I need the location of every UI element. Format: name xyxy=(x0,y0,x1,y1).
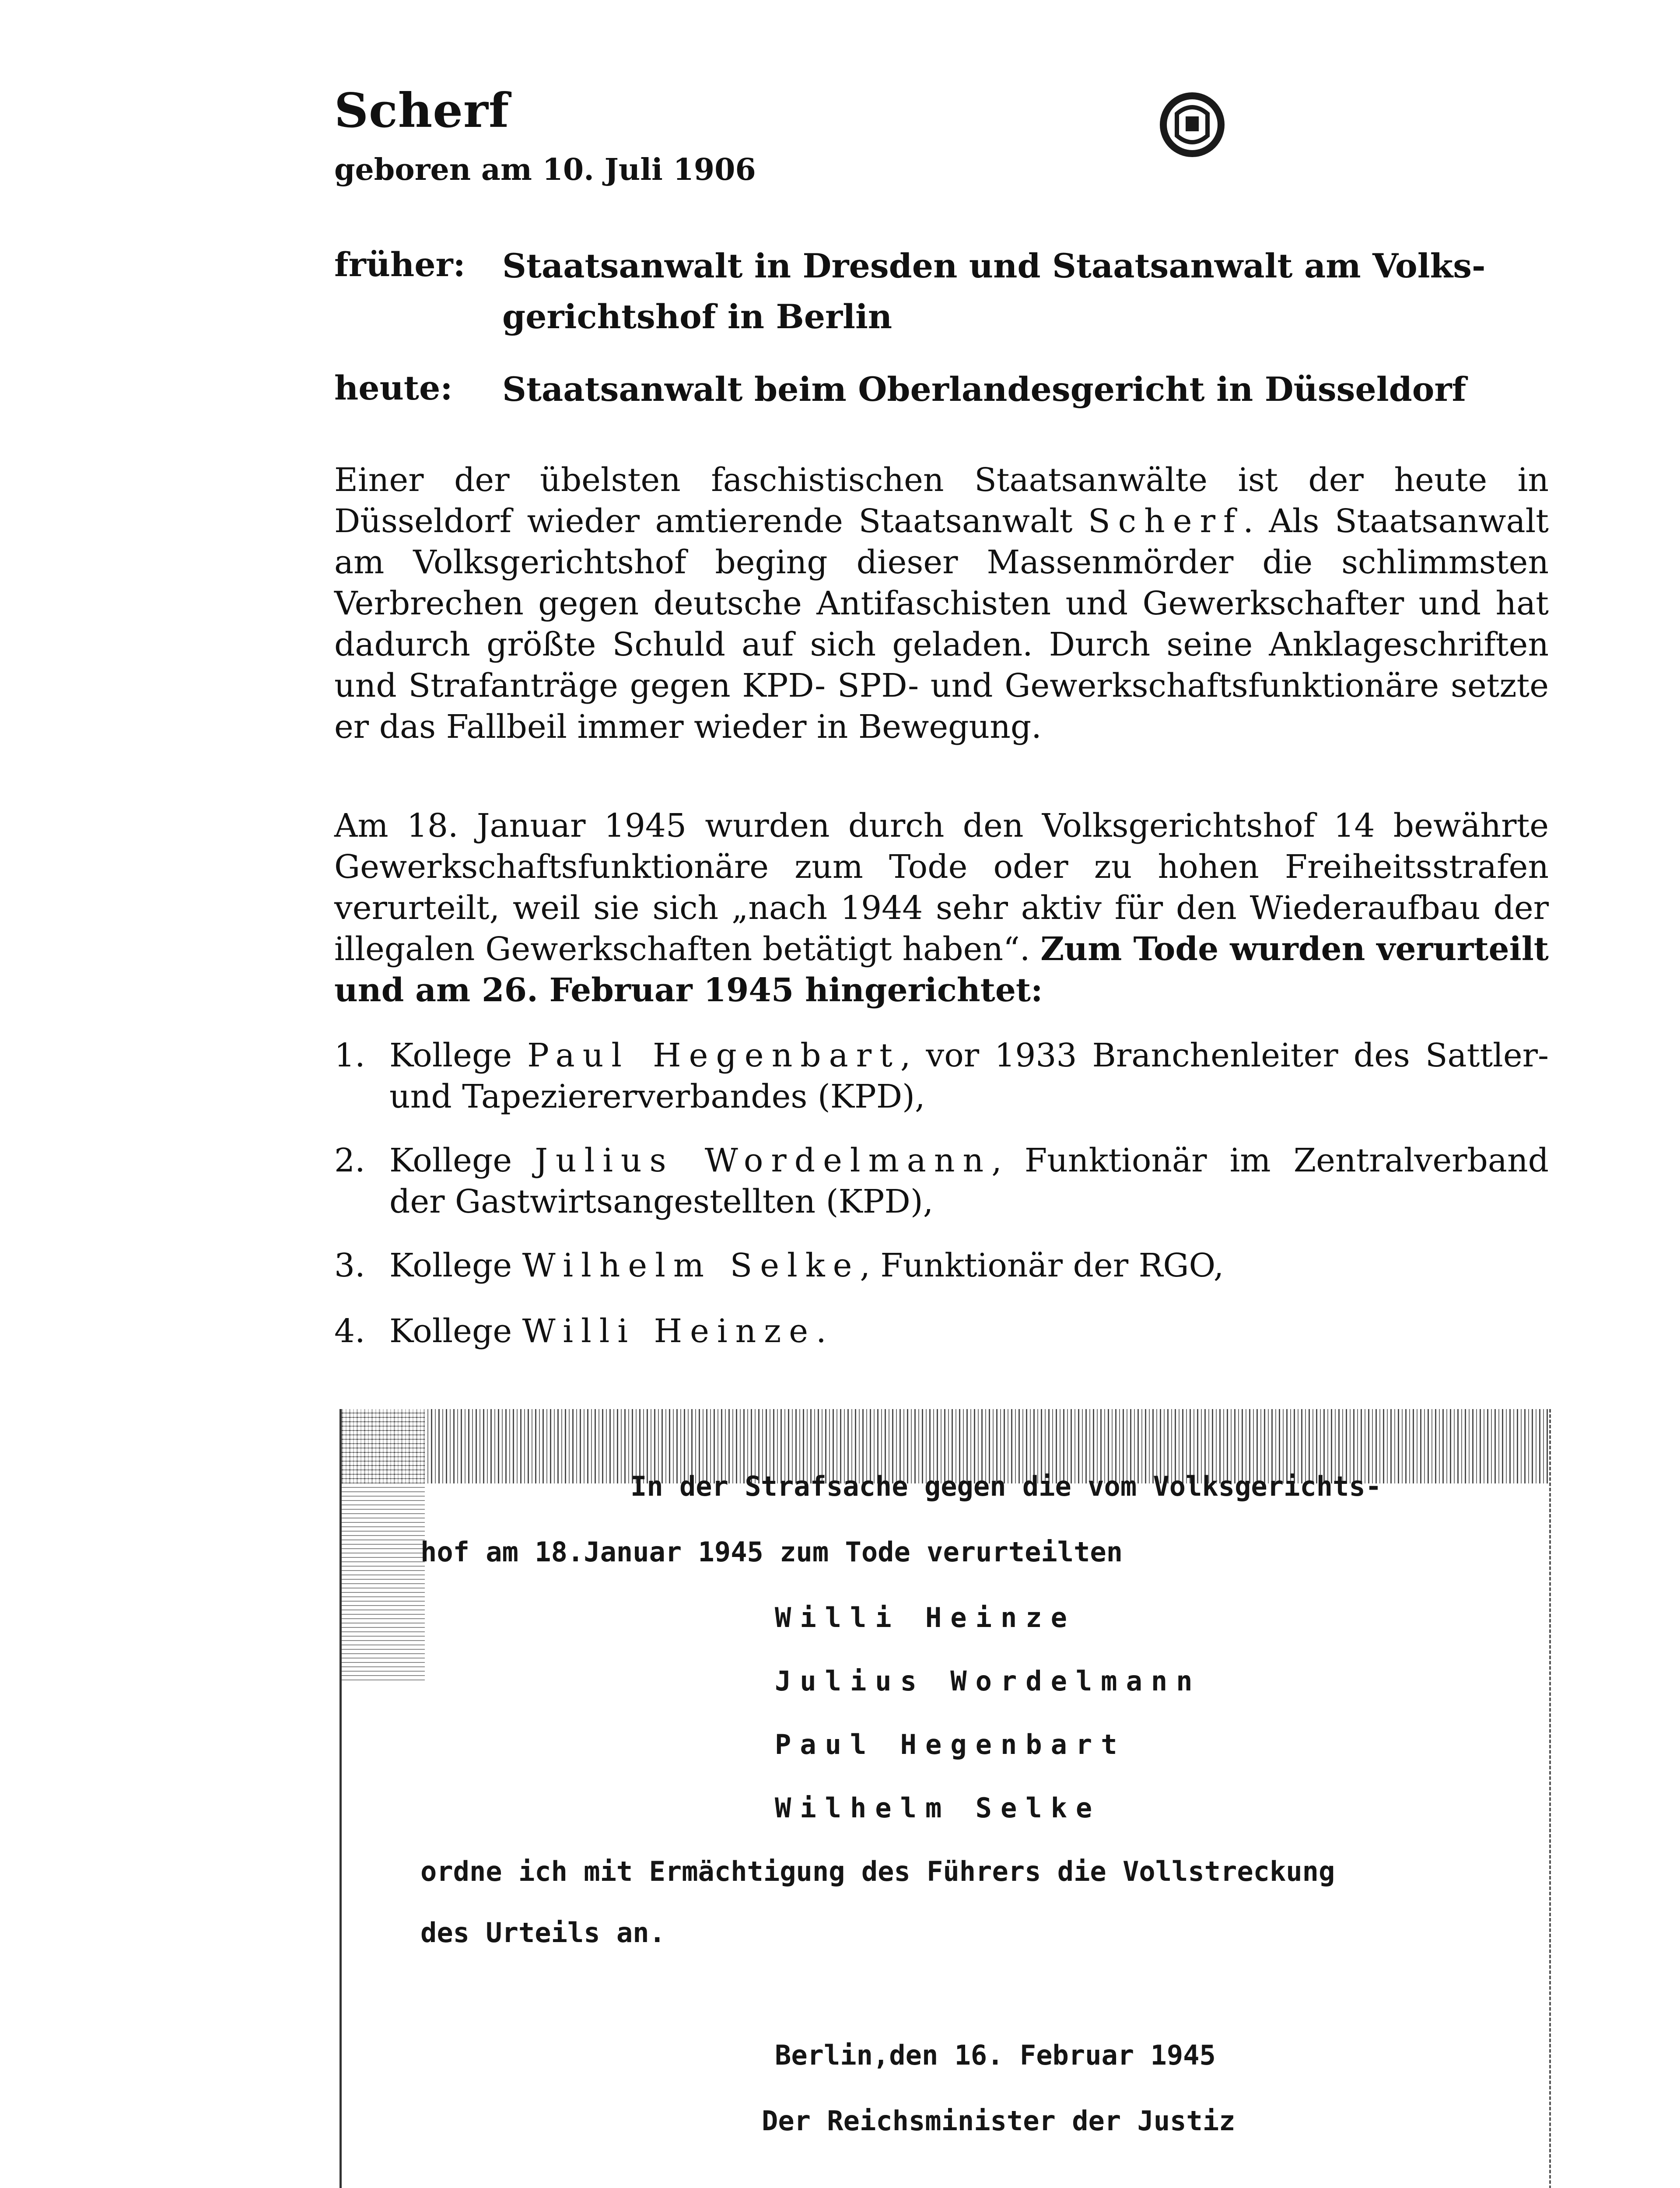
order-line-1: In der Strafsache gegen die vom Volksgerichts- xyxy=(630,1470,1382,1502)
victim-prefix: Kollege xyxy=(389,1037,528,1074)
order-line-2: hof am 18.Januar 1945 zum Tode verurteilten xyxy=(420,1536,1123,1568)
scan-noise-side xyxy=(342,1409,425,1680)
order-line-4: des Urteils an. xyxy=(420,1917,665,1949)
order-name-1: Willi Heinze xyxy=(775,1602,1076,1634)
paragraph1-name: Scherf xyxy=(1088,502,1243,540)
paragraph-scherf xyxy=(334,459,1549,747)
facsimile-execution-order xyxy=(340,1409,1551,2188)
victim-description: . xyxy=(816,1312,826,1350)
victim-number: 3. xyxy=(334,1247,365,1284)
victim-number: 2. xyxy=(334,1142,365,1179)
victim-name: Willi Heinze xyxy=(522,1312,816,1350)
victim-name: Julius Wordelmann xyxy=(535,1142,992,1179)
paragraph2-part2: Zum Tode wurden verurteilt und am 26. Februar 1945 hingerichtet: xyxy=(334,930,1549,1009)
birth-date: geboren am 10. Juli 1906 xyxy=(334,152,756,187)
person-name: Scherf xyxy=(334,83,510,138)
role-text-current: Staatsanwalt beim Oberlandesgericht in Düsseldorf xyxy=(502,370,1466,409)
victim-number: 4. xyxy=(334,1312,365,1350)
victim-description: , Funktionär im Zentralverband der Gastwirtsangestellten (KPD), xyxy=(389,1142,1549,1220)
paragraph1-after: . Als Staatsanwalt am Volksgerichtshof beging dieser Massenmörder die schlimmsten Verbrechen gegen deutsche Antifaschisten und Gewerkschafter und hat dadurch größte Schuld auf sich geladen. Durch seine Anklageschriften und Strafanträge gegen KPD- SPD- und Gewerkschaftsfunktionäre setzte er das Fallbeil immer wieder in Bewegung. xyxy=(334,502,1549,746)
order-date: Berlin,den 16. Februar 1945 xyxy=(775,2039,1216,2071)
paragraph2-part1: Am 18. Januar 1945 wurden durch den Volksgerichtshof 14 bewährte Gewerkschaftsfunktionäre zum Tode oder zu hohen Freiheitsstrafen verurteilt, weil sie sich „nach 1944 sehr aktiv für den Wiederaufbau der illegalen Gewerkschaften betätigt haben“. xyxy=(334,807,1549,968)
signature-icon xyxy=(954,2162,1523,2188)
role-label-current: heute: xyxy=(334,368,453,407)
victim-description: , Funktionär der RGO, xyxy=(860,1247,1224,1284)
order-line-3: ordne ich mit Ermächtigung des Führers die Vollstreckung xyxy=(420,1855,1335,1887)
library-stamp-icon xyxy=(1155,88,1229,162)
victim-prefix: Kollege xyxy=(389,1247,522,1284)
victim-name: Paul Hegenbart xyxy=(527,1037,900,1074)
victim-name: Wilhelm Selke xyxy=(522,1247,860,1284)
order-name-2: Julius Wordelmann xyxy=(775,1665,1201,1697)
order-name-4: Wilhelm Selke xyxy=(775,1792,1101,1824)
role-text-former: Staatsanwalt in Dresden und Staatsanwalt am Volks-gerichtshof in Berlin xyxy=(502,246,1486,336)
paragraph-verdict xyxy=(334,805,1549,1011)
order-office: Der Reichsminister der Justiz xyxy=(762,2105,1236,2137)
role-label-former: früher: xyxy=(334,245,466,284)
victim-number: 1. xyxy=(334,1037,365,1074)
victim-description: , vor 1933 Branchenleiter des Sattler- und Tapeziererverbandes (KPD), xyxy=(389,1037,1549,1115)
order-name-3: Paul Hegenbart xyxy=(775,1729,1126,1760)
victim-prefix: Kollege xyxy=(389,1312,522,1350)
victim-prefix: Kollege xyxy=(389,1142,535,1179)
paragraph1-before: Einer der übelsten faschistischen Staatsanwälte ist der heute in Düsseldorf wieder amtierende Staatsanwalt xyxy=(334,461,1549,540)
